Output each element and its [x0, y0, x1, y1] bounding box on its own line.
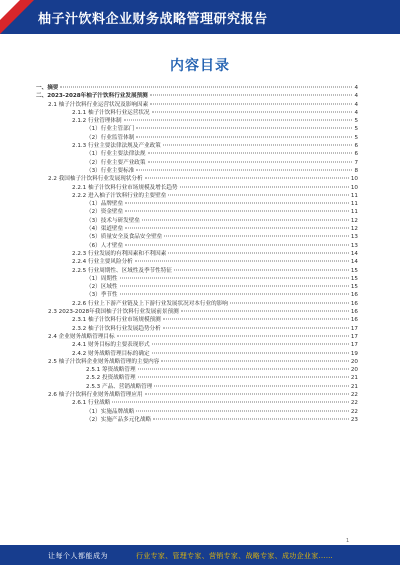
toc-entry-page: 4: [354, 85, 358, 91]
page-number: 1: [346, 538, 350, 544]
toc-dot-leader: [152, 352, 349, 353]
toc-entry-page: 11: [350, 192, 358, 199]
report-header-banner: [0, 0, 400, 34]
toc-entry-page: 16: [350, 317, 358, 324]
toc-entry[interactable]: [32, 267, 358, 275]
toc-entry[interactable]: [32, 159, 358, 167]
toc-dot-leader: [138, 369, 349, 370]
toc-entry[interactable]: [32, 366, 358, 374]
toc-entry-page: 10: [350, 184, 358, 191]
toc-entry-title: 二、2023-2028年柚子汁饮料行业发展预测: [36, 93, 148, 100]
toc-entry-page: 11: [350, 201, 358, 208]
toc-entry-title: 2.1.3 行业主要法律法规及产业政策: [72, 143, 161, 150]
toc-entry-page: 16: [350, 309, 358, 316]
toc-entry-title: （1）行业主管部门: [86, 126, 135, 133]
toc-entry[interactable]: [32, 358, 358, 366]
toc-entry-title: 2.2 我国柚子汁饮料行业发展现状分析: [48, 176, 143, 183]
toc-dot-leader: [136, 169, 352, 170]
toc-entry-page: 14: [350, 250, 358, 257]
toc-entry[interactable]: [32, 92, 358, 100]
toc-entry[interactable]: [32, 184, 358, 192]
toc-dot-leader: [136, 136, 352, 137]
toc-entry[interactable]: [32, 308, 358, 316]
toc-dot-leader: [148, 161, 353, 162]
toc-dot-leader: [164, 236, 349, 237]
toc-entry-page: 15: [350, 267, 358, 274]
toc-dot-leader: [120, 286, 349, 287]
toc-dot-leader: [117, 335, 349, 336]
toc-entry-title: （2）区域性: [86, 284, 118, 291]
toc-entry[interactable]: [32, 399, 358, 407]
toc-dot-leader: [136, 128, 352, 129]
toc-entry[interactable]: [32, 84, 358, 92]
toc-entry-page: 4: [354, 93, 358, 100]
toc-entry-title: 2.1.2 行业管理体制: [72, 118, 122, 125]
footer-banner: [0, 545, 400, 565]
toc-dot-leader: [163, 327, 349, 328]
toc-dot-leader: [138, 377, 349, 378]
toc-entry[interactable]: [32, 117, 358, 125]
table-of-contents: [32, 84, 358, 526]
toc-entry-title: 2.2.3 行业发展的有利因素和不利因素: [72, 250, 167, 257]
toc-dot-leader: [120, 277, 349, 278]
toc-entry-page: 13: [350, 234, 358, 241]
toc-entry[interactable]: [32, 150, 358, 158]
toc-entry-title: （1）周期性: [86, 275, 118, 282]
toc-entry-title: 2.3 2023-2028年我国柚子汁饮料行业发展前景预测: [48, 309, 179, 316]
toc-entry-page: 16: [350, 292, 358, 299]
toc-entry-title: 2.2.4 行业主要风险分析: [72, 259, 133, 266]
toc-entry-page: 20: [350, 358, 358, 365]
toc-entry[interactable]: [32, 300, 358, 308]
toc-dot-leader: [150, 95, 353, 96]
toc-entry-page: 22: [350, 391, 358, 398]
toc-entry-page: 4: [354, 109, 358, 116]
toc-entry-title: 2.4 企业财务战略管理目标: [48, 333, 115, 340]
toc-entry-page: 4: [354, 101, 358, 108]
toc-entry[interactable]: [32, 101, 358, 109]
toc-dot-leader: [152, 344, 349, 345]
toc-dot-leader: [125, 244, 349, 245]
toc-dot-leader: [230, 302, 349, 303]
toc-entry-title: 2.6.1 行业战略: [72, 400, 111, 407]
toc-entry-page: 17: [350, 333, 358, 340]
toc-entry-page: 6: [354, 151, 358, 158]
toc-entry[interactable]: [32, 341, 358, 349]
toc-entry-page: 17: [350, 342, 358, 349]
toc-dot-leader: [163, 319, 349, 320]
toc-entry-page: 19: [350, 350, 358, 357]
toc-dot-leader: [124, 120, 353, 121]
toc-entry[interactable]: [32, 383, 358, 391]
toc-entry[interactable]: [32, 208, 358, 216]
toc-dot-leader: [168, 252, 349, 253]
toc-entry-title: （6）人才壁垒: [86, 242, 124, 249]
toc-entry-title: 2.5.2 投资战略管理: [86, 375, 136, 382]
toc-entry-page: 8: [354, 167, 358, 174]
toc-entry[interactable]: [32, 167, 358, 175]
toc-dot-leader: [180, 186, 349, 187]
toc-dot-leader: [120, 294, 349, 295]
toc-entry[interactable]: [32, 258, 358, 266]
toc-entry-page: 15: [350, 284, 358, 291]
toc-entry-title: 一、摘要: [36, 85, 59, 91]
toc-dot-leader: [153, 418, 349, 419]
toc-entry-page: 12: [350, 226, 358, 233]
toc-entry-title: （1）实施品牌战略: [86, 408, 135, 415]
toc-entry-page: 12: [350, 217, 358, 224]
toc-entry-page: 17: [350, 325, 358, 332]
toc-entry-title: 2.1.1 柚子汁饮料行业运营状况: [72, 109, 150, 116]
toc-entry-page: 22: [350, 400, 358, 407]
toc-entry-page: 5: [354, 118, 358, 125]
toc-entry-page: 7: [354, 159, 358, 166]
toc-entry-page: 5: [354, 134, 358, 141]
toc-dot-leader: [152, 111, 353, 112]
toc-entry-title: 2.5 柚子汁饮料企业财务战略管理的主要内容: [48, 358, 160, 365]
toc-dot-leader: [145, 393, 349, 394]
toc-dot-leader: [125, 211, 349, 212]
toc-entry-title: （4）渠道壁垒: [86, 226, 124, 233]
toc-dot-leader: [60, 87, 352, 88]
toc-entry-title: （3）行业主要标准: [86, 167, 135, 174]
toc-entry-title: 2.1 柚子汁饮料行业运营状况及影响因素: [48, 101, 149, 108]
toc-entry-page: 23: [350, 416, 358, 423]
toc-entry[interactable]: [32, 142, 358, 150]
toc-entry-title: 2.5.3 产品、营销战略管理: [86, 383, 153, 390]
toc-entry-page: 15: [350, 275, 358, 282]
toc-entry[interactable]: [32, 175, 358, 183]
toc-dot-leader: [136, 410, 349, 411]
toc-entry-page: 11: [350, 209, 358, 216]
toc-dot-leader: [125, 228, 349, 229]
toc-entry-page: 5: [354, 126, 358, 133]
footer-slogan: 让每个人都能成为: [48, 552, 108, 560]
toc-entry[interactable]: [32, 125, 358, 133]
toc-entry[interactable]: [32, 217, 358, 225]
toc-entry[interactable]: [32, 275, 358, 283]
toc-entry[interactable]: [32, 192, 358, 200]
toc-dot-leader: [154, 385, 349, 386]
toc-entry-title: （2）行业监管体制: [86, 134, 135, 141]
toc-entry[interactable]: [32, 391, 358, 399]
toc-entry[interactable]: [32, 325, 358, 333]
toc-entry[interactable]: [32, 134, 358, 142]
toc-entry-title: 2.4.2 财务战略管理目标的确定: [72, 350, 150, 357]
toc-entry[interactable]: [32, 200, 358, 208]
toc-dot-leader: [135, 261, 349, 262]
toc-dot-leader: [112, 402, 348, 403]
toc-entry[interactable]: [32, 242, 358, 250]
toc-entry-title: 2.6 柚子汁饮料行业财务战略管理应用: [48, 391, 143, 398]
toc-entry[interactable]: [32, 233, 358, 241]
toc-entry-title: （2）资金壁垒: [86, 209, 124, 216]
toc-entry-title: （3）季节性: [86, 292, 118, 299]
toc-entry-page: 21: [350, 375, 358, 382]
toc-entry-title: （2）行业主要产业政策: [86, 159, 146, 166]
toc-entry[interactable]: [32, 408, 358, 416]
footer-tagline: 行业专家、管理专家、营销专家、战略专家、成功企业家……: [136, 552, 334, 560]
toc-dot-leader: [145, 178, 349, 179]
toc-entry-title: 2.4.1 财务目标的主要表现形式: [72, 342, 150, 349]
toc-entry-title: （5）质量安全及食品安全壁垒: [86, 234, 163, 241]
toc-entry-page: 22: [350, 408, 358, 415]
toc-entry-page: 16: [350, 300, 358, 307]
toc-dot-leader: [142, 219, 349, 220]
toc-dot-leader: [125, 203, 349, 204]
toc-entry[interactable]: [32, 250, 358, 258]
toc-heading: 内容目录: [170, 58, 230, 74]
toc-entry-title: 2.2.6 行业上下游产业链及上下游行业发展状况对本行业的影响: [72, 300, 228, 307]
toc-entry[interactable]: [32, 225, 358, 233]
toc-dot-leader: [161, 360, 349, 361]
toc-entry-page: 14: [350, 259, 358, 266]
toc-entry-title: 2.5.1 筹资战略管理: [86, 367, 136, 374]
toc-entry-page: 10: [350, 176, 358, 183]
toc-entry-page: 13: [350, 242, 358, 249]
toc-entry[interactable]: [32, 350, 358, 358]
toc-entry[interactable]: [32, 283, 358, 291]
toc-dot-leader: [168, 194, 349, 195]
toc-entry[interactable]: [32, 333, 358, 341]
toc-entry-title: 2.2.1 柚子汁饮料行业市场规模及增长趋势: [72, 184, 178, 191]
toc-entry-title: （1）行业主要法律法规: [86, 151, 146, 158]
toc-entry[interactable]: [32, 316, 358, 324]
toc-dot-leader: [174, 269, 349, 270]
toc-entry[interactable]: [32, 416, 358, 424]
toc-entry[interactable]: [32, 291, 358, 299]
toc-entry-title: （1）品牌壁垒: [86, 201, 124, 208]
toc-entry-title: 2.2.5 行业周期性、区域性及季节性特征: [72, 267, 172, 274]
toc-dot-leader: [163, 145, 353, 146]
toc-dot-leader: [181, 311, 349, 312]
toc-dot-leader: [148, 153, 353, 154]
toc-entry-title: （2）实施产品多元化战略: [86, 416, 152, 423]
toc-entry-page: 20: [350, 367, 358, 374]
toc-entry-page: 6: [354, 143, 358, 150]
toc-entry[interactable]: [32, 374, 358, 382]
white-corner-decoration: [0, 0, 20, 20]
toc-entry-page: 21: [350, 383, 358, 390]
toc-entry-title: 2.3.2 柚子汁饮料行业发展趋势分析: [72, 325, 161, 332]
toc-entry-title: 2.3.1 柚子汁饮料行业市场规模预测: [72, 317, 161, 324]
toc-dot-leader: [150, 103, 352, 104]
report-title: 柚子汁饮料企业财务战略管理研究报告: [38, 12, 268, 27]
toc-entry[interactable]: [32, 109, 358, 117]
toc-entry-title: 2.2.2 进入柚子汁饮料行业的主要壁垒: [72, 192, 167, 199]
toc-entry-title: （3）技术与研发壁垒: [86, 217, 140, 224]
